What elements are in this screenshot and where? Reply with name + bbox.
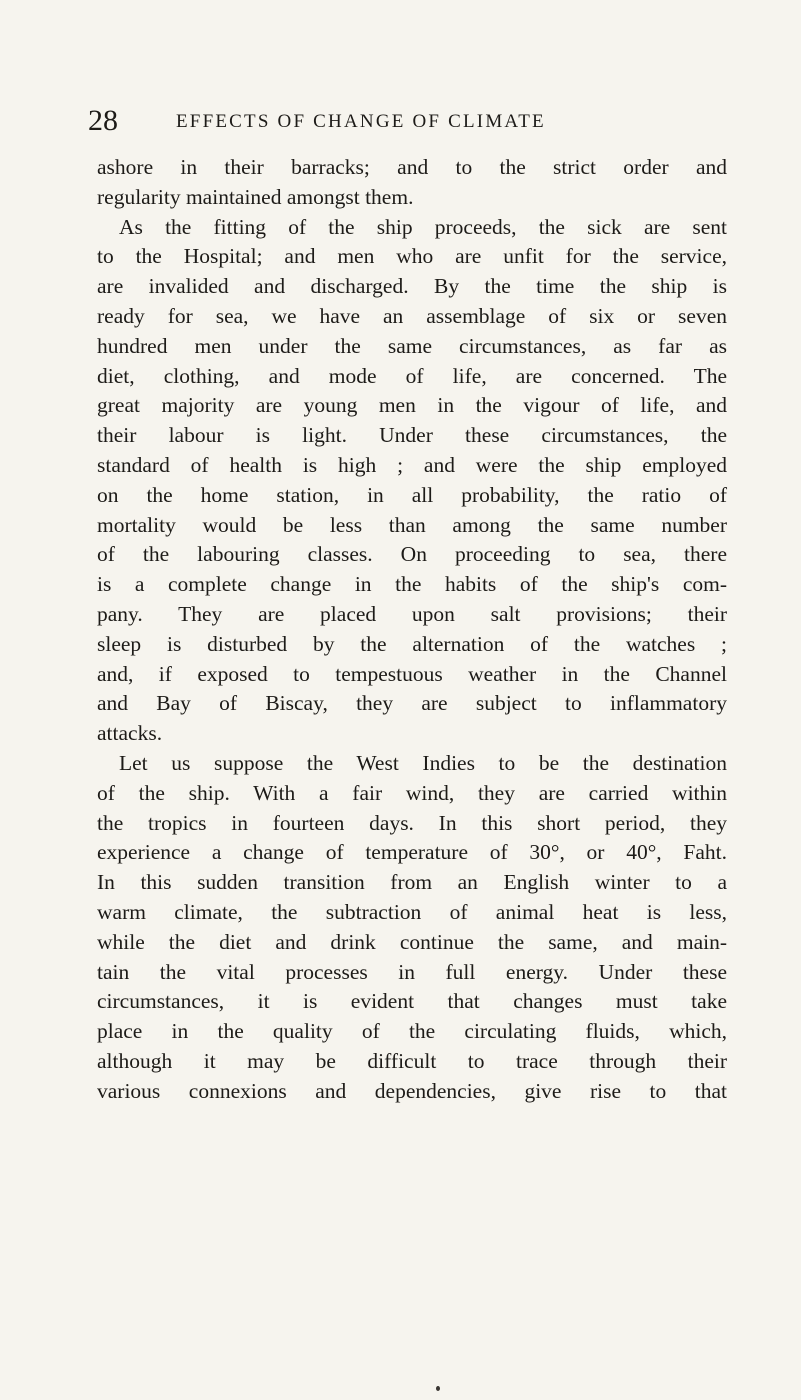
- text-line: regularity maintained amongst them.: [97, 184, 414, 209]
- text-line: and, if exposed to tempestuous weather in the Channel: [97, 661, 727, 686]
- text-line: standard of health is high ; and were the ship employed: [97, 452, 727, 477]
- text-line: their labour is light. Under these circumstances, the: [97, 423, 727, 448]
- text-line: Let us suppose the West Indies to be the destination: [119, 750, 727, 775]
- text-line: pany. They are placed upon salt provisions; their: [97, 601, 727, 626]
- text-line: mortality would be less than among the same number: [97, 512, 727, 537]
- text-line: the tropics in fourteen days. In this short period, they: [97, 810, 727, 835]
- text-line: of the labouring classes. On proceeding to sea, there: [97, 542, 727, 567]
- text-line: tain the vital processes in full energy. Under these: [97, 959, 727, 984]
- text-line: circumstances, it is evident that changes must take: [97, 989, 727, 1014]
- ink-speck: [436, 1386, 440, 1391]
- text-line: and Bay of Biscay, they are subject to inflammatory: [97, 691, 727, 716]
- text-line: diet, clothing, and mode of life, are concerned. The: [97, 363, 727, 388]
- page-number: 28: [88, 104, 118, 137]
- text-line: while the diet and drink continue the same, and main-: [97, 929, 727, 954]
- text-line: In this sudden transition from an English winter to a: [97, 870, 727, 895]
- text-line: is a complete change in the habits of the ship's com-: [97, 572, 727, 597]
- body-text: [97, 153, 727, 1107]
- text-line: experience a change of temperature of 30°, or 40°, Faht.: [97, 840, 727, 865]
- text-line: As the fitting of the ship proceeds, the sick are sent: [119, 214, 727, 239]
- text-line: hundred men under the same circumstances, as far as: [97, 333, 727, 358]
- running-title: EFFECTS OF CHANGE OF CLIMATE: [176, 111, 546, 132]
- text-line: place in the quality of the circulating fluids, which,: [97, 1019, 727, 1044]
- text-line: sleep is disturbed by the alternation of the watches ;: [97, 631, 727, 656]
- text-line: to the Hospital; and men who are unfit for the service,: [97, 244, 727, 269]
- text-line: although it may be difficult to trace through their: [97, 1048, 727, 1073]
- text-line: of the ship. With a fair wind, they are carried within: [97, 780, 727, 805]
- text-line: attacks.: [97, 721, 163, 746]
- text-line: are invalided and discharged. By the time the ship is: [97, 274, 727, 299]
- page-header: [88, 102, 728, 140]
- text-line: warm climate, the subtraction of animal heat is less,: [97, 899, 727, 924]
- text-line: ready for sea, we have an assemblage of six or seven: [97, 303, 727, 328]
- text-line: great majority are young men in the vigour of life, and: [97, 393, 727, 418]
- text-line: on the home station, in all probability, the ratio of: [97, 482, 727, 507]
- text-line: ashore in their barracks; and to the strict order and: [97, 155, 727, 179]
- text-line: various connexions and dependencies, give rise to that: [97, 1078, 727, 1103]
